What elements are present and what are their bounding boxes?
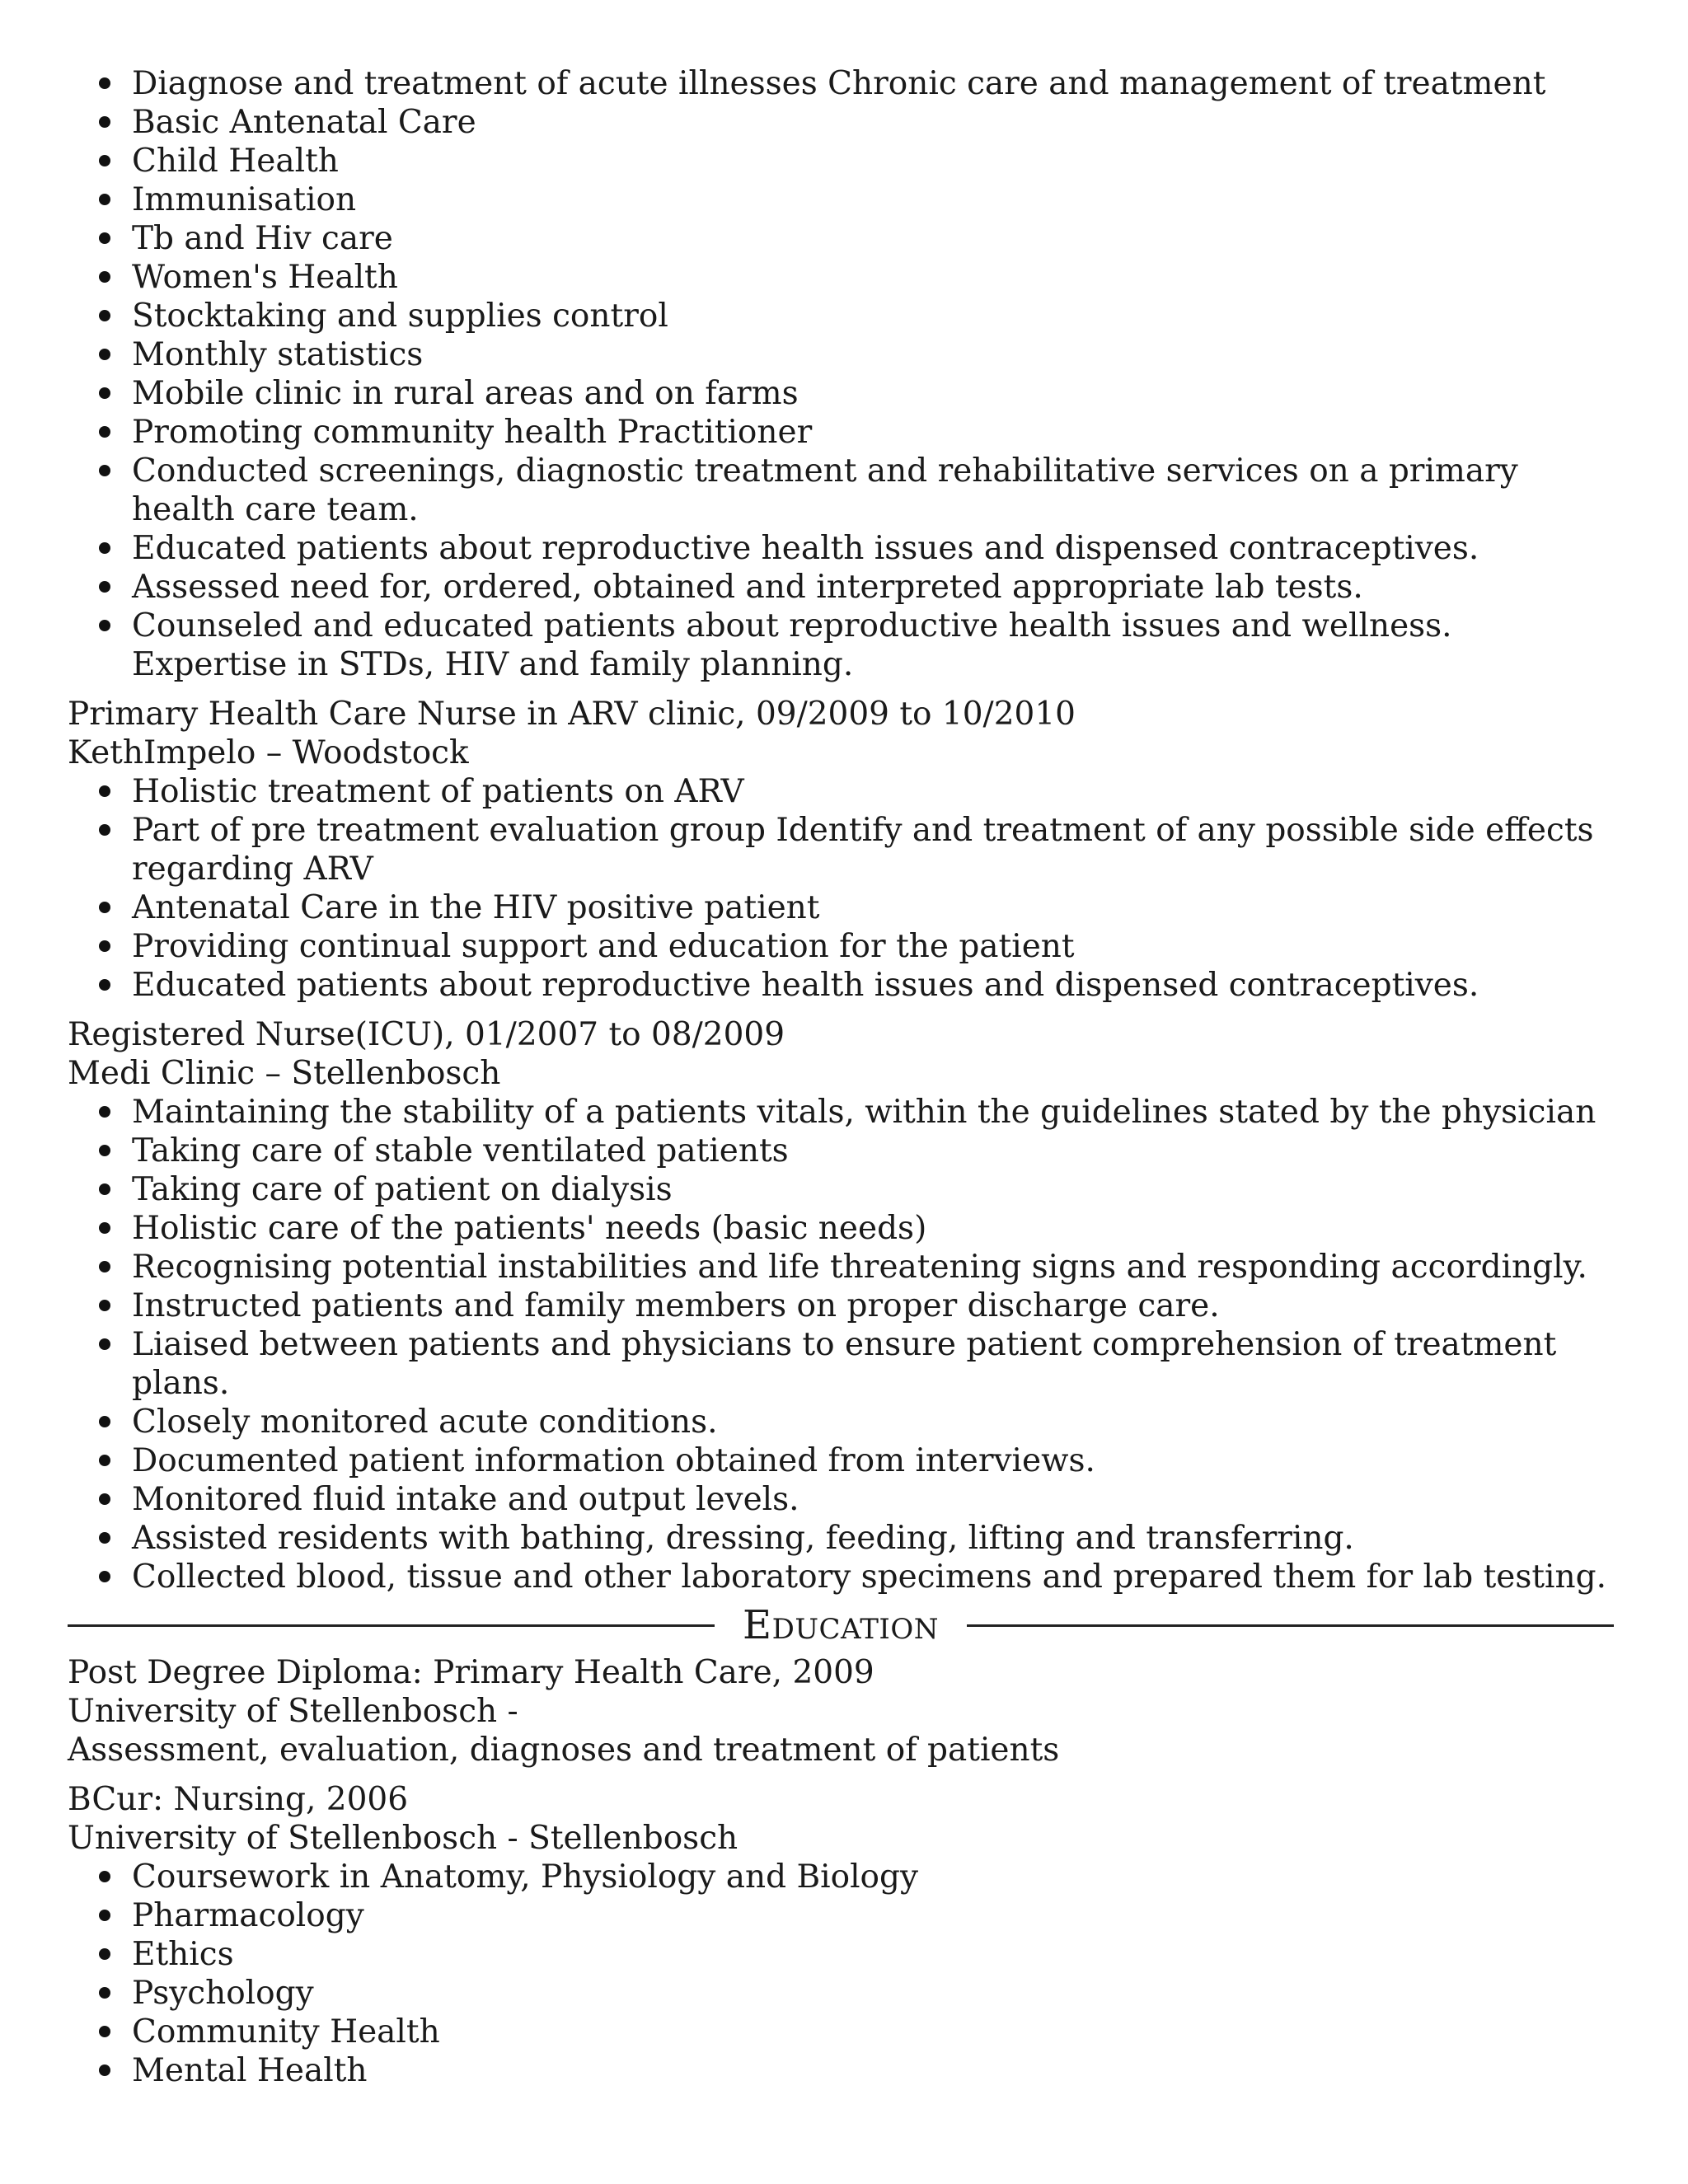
degree: Post Degree Diploma: Primary Health Care, 2009: [68, 1654, 874, 1691]
list-item: Immunisation: [132, 180, 1614, 219]
list-item: Instructed patients and family members on proper discharge care.: [132, 1286, 1614, 1325]
education-entry-diploma: [68, 1653, 1614, 1769]
divider: [68, 1624, 715, 1627]
list-item: Tb and Hiv care: [132, 219, 1614, 258]
list-item: Taking care of patient on dialysis: [132, 1170, 1614, 1209]
list-item: Documented patient information obtained from interviews.: [132, 1441, 1614, 1480]
list-item: Collected blood, tissue and other laboratory specimens and prepared them for lab testing.: [132, 1558, 1614, 1596]
list-item: Ethics: [132, 1935, 1614, 1974]
list-item: Women's Health: [132, 258, 1614, 297]
degree-detail: Assessment, evaluation, diagnoses and treatment of patients: [68, 1732, 1060, 1769]
list-item: Promoting community health Practitioner: [132, 413, 1614, 452]
list-item: Holistic care of the patients' needs (basic needs): [132, 1209, 1614, 1248]
list-item: Providing continual support and education for the patient: [132, 927, 1614, 966]
list-item: Monitored fluid intake and output levels.: [132, 1480, 1614, 1519]
job-bullet-list: [68, 772, 1614, 1005]
degree: BCur: Nursing, 2006: [68, 1781, 409, 1818]
list-item: Counseled and educated patients about reproductive health issues and wellness. Expertise in STDs, HIV and family planning.: [132, 607, 1614, 684]
list-item: Mobile clinic in rural areas and on farms: [132, 374, 1614, 413]
list-item: Educated patients about reproductive health issues and dispensed contraceptives.: [132, 529, 1614, 568]
list-item: Child Health: [132, 142, 1614, 180]
list-item: Taking care of stable ventilated patients: [132, 1132, 1614, 1170]
education-section-header: [68, 1602, 1614, 1648]
list-item: Monthly statistics: [132, 335, 1614, 374]
divider: [967, 1624, 1614, 1627]
list-item: Pharmacology: [132, 1896, 1614, 1935]
list-item: Recognising potential instabilities and life threatening signs and responding accordingly.: [132, 1248, 1614, 1286]
list-item: Mental Health: [132, 2051, 1614, 2090]
list-item: Assisted residents with bathing, dressing, feeding, lifting and transferring.: [132, 1519, 1614, 1558]
list-item: Stocktaking and supplies control: [132, 297, 1614, 335]
list-item: Conducted screenings, diagnostic treatment and rehabilitative services on a primary health care team.: [132, 452, 1614, 529]
list-item: Assessed need for, ordered, obtained and interpreted appropriate lab tests.: [132, 568, 1614, 607]
list-item: Community Health: [132, 2013, 1614, 2051]
list-item: Liaised between patients and physicians to ensure patient comprehension of treatment plans.: [132, 1325, 1614, 1403]
school: University of Stellenbosch -: [68, 1693, 518, 1730]
list-item: Antenatal Care in the HIV positive patient: [132, 888, 1614, 927]
job-entry-icu: [68, 1015, 1614, 1596]
job-employer: Medi Clinic – Stellenbosch: [68, 1055, 501, 1092]
list-item: Part of pre treatment evaluation group Identify and treatment of any possible side effects regarding ARV: [132, 811, 1614, 888]
job-title: Primary Health Care Nurse in ARV clinic, 09/2009 to 10/2010: [68, 696, 1076, 733]
section-title: Education: [743, 1602, 939, 1648]
job-bullet-list: [68, 1093, 1614, 1596]
job-entry-arv-clinic: [68, 695, 1614, 1005]
job-employer: KethImpelo – Woodstock: [68, 734, 469, 771]
list-item: Psychology: [132, 1974, 1614, 2013]
list-item: Coursework in Anatomy, Physiology and Biology: [132, 1858, 1614, 1896]
education-entry-bcur: [68, 1780, 1614, 2090]
list-item: Educated patients about reproductive health issues and dispensed contraceptives.: [132, 966, 1614, 1005]
list-item: Diagnose and treatment of acute illnesses Chronic care and management of treatment: [132, 64, 1614, 103]
intro-bullet-list: [68, 64, 1614, 684]
list-item: Basic Antenatal Care: [132, 103, 1614, 142]
list-item: Holistic treatment of patients on ARV: [132, 772, 1614, 811]
coursework-list: [68, 1858, 1614, 2090]
school: University of Stellenbosch - Stellenbosch: [68, 1820, 738, 1857]
list-item: Maintaining the stability of a patients vitals, within the guidelines stated by the physician: [132, 1093, 1614, 1132]
job-title: Registered Nurse(ICU), 01/2007 to 08/2009: [68, 1016, 785, 1053]
list-item: Closely monitored acute conditions.: [132, 1403, 1614, 1441]
